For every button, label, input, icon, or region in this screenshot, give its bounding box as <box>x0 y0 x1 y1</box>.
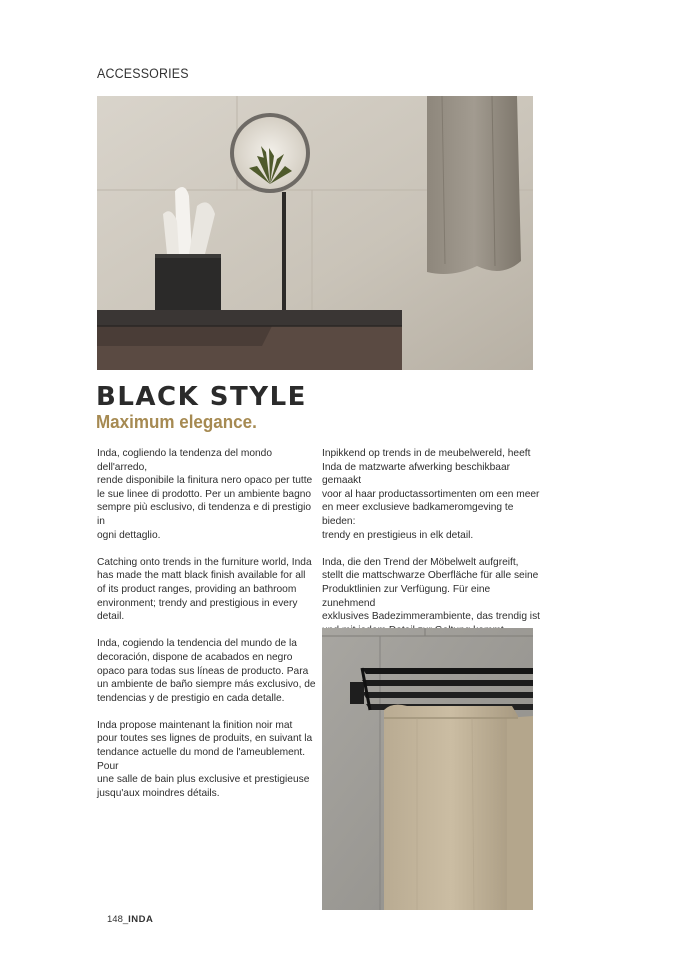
page-footer <box>107 914 153 925</box>
text-column-right <box>322 447 542 651</box>
paragraph-dutch: Inpikkend op trends in de meubelwereld, heeft Inda de matzwarte afwerking beschikbaar gemaakt voor al haar productassortimenten om een meer en meer exclusieve badkameromgeving te bieden: trendy en prestigieus in elk detail. <box>322 448 540 541</box>
article-title: BLACK STYLE <box>96 382 307 412</box>
footer-brand: INDA <box>128 914 154 925</box>
towel-rack-illustration <box>322 628 533 910</box>
paragraph-french: Inda propose maintenant la finition noir mat pour toutes ses lignes de produits, en suivant la tendance actuelle du mond de l'ameublement. Pour une salle de bain plus exclusive et prestigieuse jusqu'aux moindres détails. <box>97 719 313 799</box>
paragraph-spanish: Inda, cogiendo la tendencia del mundo de la decoración, dispone de acabados en negro opaco para todas sus líneas de producto. Para un ambiente de baño siempre más exclusivo, de tendencias y de prestigio en cada detalle. <box>97 638 316 704</box>
paragraph-english: Catching onto trends in the furniture world, Inda has made the matt black finish available for all of its product ranges, providing an bathroom environment; trendy and prestigious in every detail. <box>97 556 312 623</box>
page-number: 148_ <box>107 914 129 925</box>
paragraph-italian: Inda, cogliendo la tendenza del mondo dell'arredo, rende disponibile la finitura nero opaco per tutte le sue linee di prodotto. Per un ambiente bagno sempre più esclusivo, di tendenza e di prestigio in ogni dettaglio. <box>97 448 313 541</box>
text-column-left <box>97 447 317 814</box>
bathroom-accessories-illustration <box>97 96 533 370</box>
paragraph-german: Inda, die den Trend der Möbelwelt aufgreift, stellt die mattschwarze Oberfläche für alle seine Produktlinien zur Verfügung. Für eine zunehmend exklusives Badezimmerambiente, das trendig ist <box>322 556 540 623</box>
article-subtitle: Maximum elegance. <box>96 411 257 432</box>
towel-rack-photo <box>322 628 533 910</box>
section-label: ACCESSORIES <box>97 66 189 81</box>
hero-photo <box>97 96 533 370</box>
